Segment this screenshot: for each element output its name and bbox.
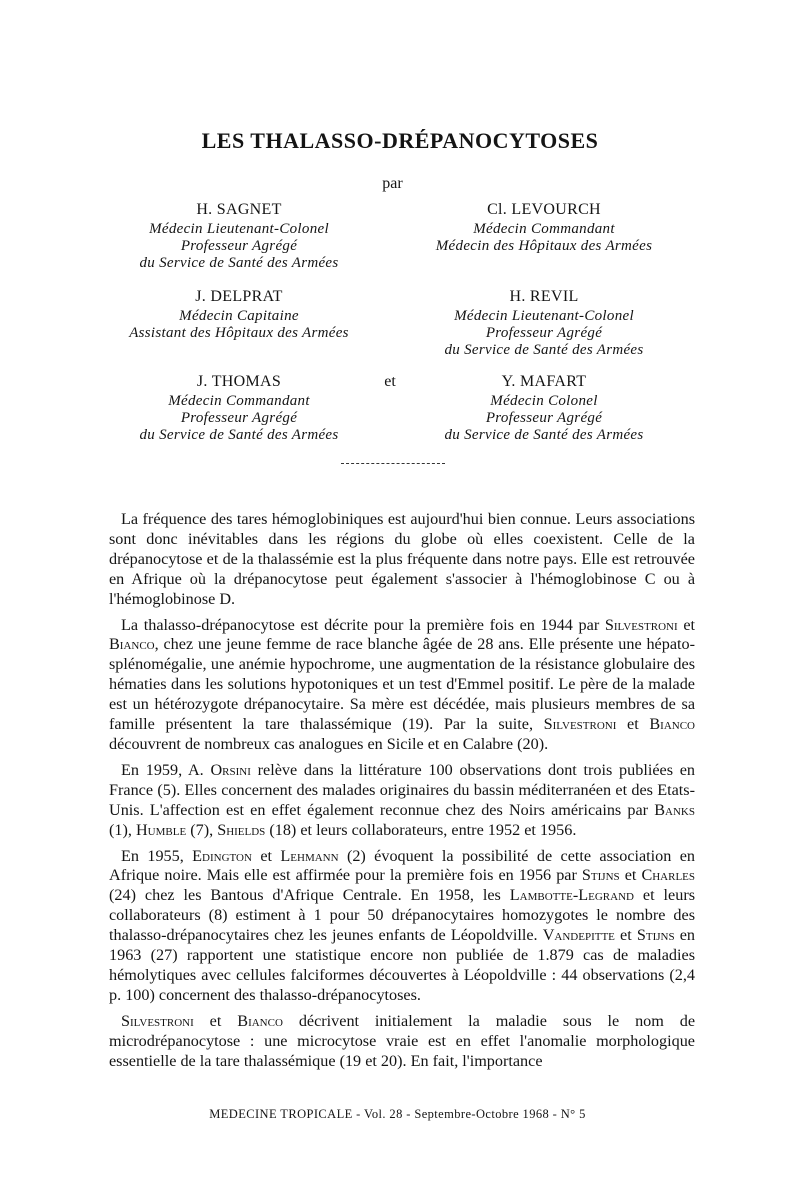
author-mafart [384, 373, 704, 444]
paragraph-5 [109, 1012, 695, 1072]
author-ref: Lehmann [280, 846, 339, 865]
author-ref: Silvestroni [543, 715, 617, 734]
author-name: H. REVIL [509, 288, 579, 305]
article-title: LES THALASSO-DRÉPANOCYTOSES [201, 128, 599, 153]
author-name: H. SAGNET [196, 201, 282, 218]
par-label: par [382, 175, 403, 192]
author-sagnet [79, 201, 399, 272]
text-run: et [627, 715, 639, 734]
separator-rule [341, 463, 445, 464]
author-role: Médecin Lieutenant-Colonel [454, 308, 634, 324]
author-levourch [384, 201, 704, 255]
text-run: La thalasso-drépanocytose est décrite pour la première fois en 1944 par [121, 615, 600, 634]
author-ref: Vandepitte [542, 926, 615, 945]
text-run: et [624, 866, 637, 885]
author-ref: Stijns [636, 926, 675, 945]
author-role: du Service de Santé des Armées [444, 427, 644, 443]
author-ref: Bianco [237, 1011, 283, 1030]
author-ref: Silvestroni [604, 615, 678, 634]
text-run: et [260, 846, 273, 865]
text-run: En 1955, [121, 846, 184, 865]
paragraph-2 [109, 616, 695, 755]
author-revil [384, 288, 704, 359]
author-role: Médecin Lieutenant-Colonel [149, 221, 329, 237]
text-run: et leurs collaborateurs (8) estiment à 1 pour 50 drépanocytaires homozygotes le nombre des thalasso-drépanocytaires chez les jeunes enfants de Léopoldville. [109, 886, 696, 945]
text-run: (18) et leurs collaborateurs, entre 1952 et 1956. [269, 820, 577, 839]
author-ref: Shields [217, 820, 266, 839]
author-ref: Silvestroni [121, 1011, 194, 1030]
author-role: Professeur Agrégé [180, 238, 298, 254]
author-ref: Edington [192, 846, 252, 865]
text-run: et [683, 615, 696, 634]
text-run: , chez une jeune femme de race blanche âgée de 28 ans. Elle présente une hépato-splénomégalie, une anémie hypochrome, une augmentation de la résistance globulaire des hématies dans les solutions hypotoniques et un test d'Emmel positif. Le père de la malade est un hétérozygote drépanocytaire. Sa mère est décédée, mais plusieurs membres de sa famille présentent la tare thalassémique (19). Par la suite, [109, 635, 695, 734]
author-ref: Orsini [210, 760, 251, 779]
text-run: (2) évoquent la possibilité de cette association en Afrique noire. Mais elle est affirmée pour la première fois en 1956 par [109, 846, 696, 885]
text-run: (7), [190, 820, 214, 839]
text-run: et [620, 926, 632, 945]
author-name: J. THOMAS [196, 373, 282, 390]
paragraph-4 [109, 847, 695, 1006]
author-role: Professeur Agrégé [485, 410, 603, 426]
author-name: Cl. LEVOURCH [487, 201, 601, 218]
author-thomas [79, 373, 399, 444]
author-ref: Lambotte-Legrand [509, 886, 634, 905]
paragraph-3 [109, 761, 695, 841]
author-role: Médecin Commandant [473, 221, 615, 237]
text-run: relève dans la littérature 100 observations dont trois publiées en France (5). Elles concernent des malades originaires du bassin méditerranéen et des Etats-Unis. L'affection est en effet également reconnue chez des Noirs américains par [109, 760, 696, 819]
author-ref: Stijns [581, 866, 620, 885]
author-role: Médecin des Hôpitaux des Armées [435, 238, 653, 254]
text-run: découvrent de nombreux cas analogues en Sicile et en Calabre (20). [109, 734, 549, 753]
author-role: du Service de Santé des Armées [139, 427, 339, 443]
author-role: Médecin Commandant [168, 393, 310, 409]
author-ref: Bianco [109, 635, 155, 654]
text-run: décrivent initialement la maladie sous le nom de microdrépanocytose : une microcytose vraie est en effet l'anomalie morphologique essentielle de la tare thalassémique (19 et 20). En fait, l'importance [109, 1011, 696, 1070]
text-run: et [209, 1011, 222, 1030]
article-body [109, 510, 695, 1077]
author-role: Médecin Capitaine [179, 308, 299, 324]
author-role: Assistant des Hôpitaux des Armées [129, 325, 349, 341]
et-label: et [384, 373, 396, 390]
author-role: du Service de Santé des Armées [139, 255, 339, 271]
author-delprat [79, 288, 399, 342]
journal-footer: MEDECINE TROPICALE - Vol. 28 - Septembre-Octobre 1968 - N° 5 [209, 1107, 586, 1121]
author-ref: Banks [654, 800, 695, 819]
author-role: Professeur Agrégé [180, 410, 298, 426]
text-run: en 1963 (27) rapportent une statistique encore non publiée de 1.879 cas de maladies hémolytiques avec cellules falciformes découvertes à Léopoldville : 44 observations (2,4 p. 100) concernent des thalasso-drépanocytoses. [109, 926, 696, 1004]
author-name: Y. MAFART [501, 373, 587, 390]
text-run: En 1959, A. [121, 760, 204, 779]
text-run: (24) chez les Bantous d'Afrique Centrale. En 1958, les [109, 886, 501, 905]
text-run: (1), [109, 820, 132, 839]
author-role: Professeur Agrégé [485, 325, 603, 341]
author-ref: Humble [135, 820, 187, 839]
author-name: J. DELPRAT [195, 288, 283, 305]
author-role: Médecin Colonel [490, 393, 598, 409]
paragraph-1: La fréquence des tares hémoglobiniques est aujourd'hui bien connue. Leurs associations sont donc inévitables dans les régions du globe où elles coexistent. Celle de la drépanocytose et de la thalassémie est la plus fréquente dans notre pays. Elle est retrouvée en Afrique où la drépanocytose peut également s'associer à l'hémoglobinose C ou à l'hémoglobinose D. [109, 510, 695, 608]
author-ref: Bianco [649, 715, 696, 734]
author-role: du Service de Santé des Armées [444, 342, 644, 358]
author-ref: Charles [641, 866, 696, 885]
